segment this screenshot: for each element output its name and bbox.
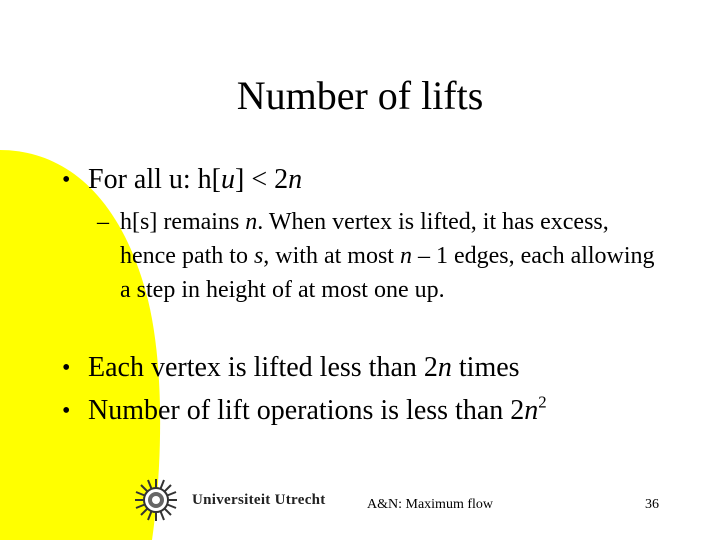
footer-course: A&N: Maximum flow: [367, 497, 493, 512]
bullet-2-text: Each vertex is lifted less than 2n times: [88, 352, 520, 383]
bullet-3-text: Number of lift operations is less than $2n^2$: [88, 392, 547, 426]
bullet-marker: •: [62, 167, 71, 193]
university-sun-seal-icon: [126, 477, 186, 523]
sub-bullet: [97, 205, 667, 307]
page-number: 36: [645, 497, 659, 512]
university-name: Universiteit Utrecht: [192, 492, 326, 508]
sub-bullet-text: h[s] remains n. When vertex is lifted, it has excess, hence path to s, with at most n – 1 edges, each allowing a step in height of at most one up.: [120, 209, 655, 303]
bullet-marker: •: [62, 398, 71, 424]
slide-title: Number of lifts: [236, 73, 484, 118]
bullet-marker: •: [62, 355, 71, 381]
bullet-1-text: For all u: h[u] < 2n: [88, 164, 303, 195]
sub-bullet-dash: –: [97, 209, 109, 235]
